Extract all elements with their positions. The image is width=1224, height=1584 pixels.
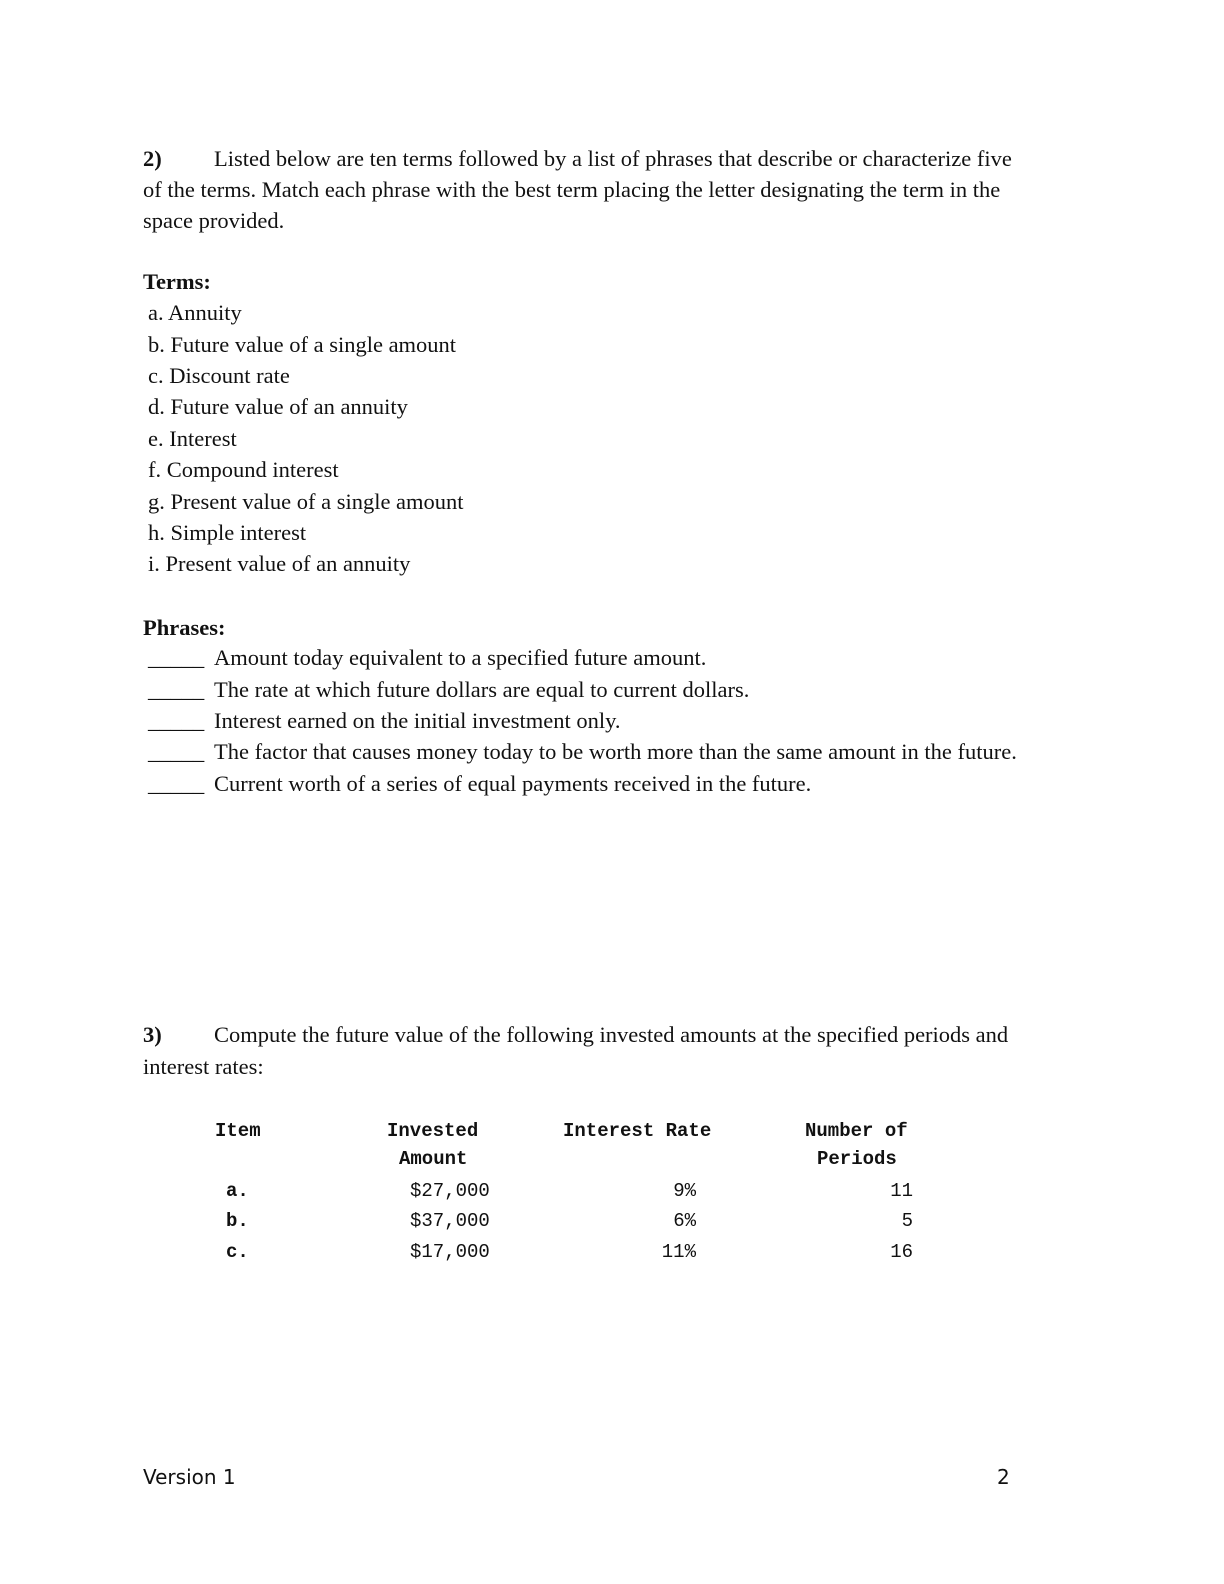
cell-item: a. — [226, 1180, 249, 1202]
phrase-text: The factor that causes money today to be worth more than the same amount in the future. — [214, 739, 1017, 764]
cell-periods: 11 — [890, 1180, 913, 1202]
question-2-text-3: space provided. — [143, 208, 285, 233]
cell-amount: $27,000 — [410, 1180, 490, 1202]
answer-blank: _____ — [148, 739, 205, 764]
question-2-line-1 — [143, 143, 162, 174]
phrase-text: Current worth of a series of equal payments received in the future. — [214, 771, 812, 796]
answer-blank: _____ — [148, 771, 205, 796]
header-number-of-periods-2: Periods — [817, 1148, 897, 1170]
cell-rate: 6% — [673, 1210, 696, 1232]
question-2-text-1: Listed below are ten terms followed by a list of phrases that describe or characterize five — [214, 146, 1012, 171]
term-item: b. Future value of a single amount — [148, 332, 457, 357]
header-invested-amount-1: Invested — [387, 1120, 479, 1142]
cell-amount: $17,000 — [410, 1241, 490, 1263]
cell-item: c. — [226, 1241, 249, 1263]
term-item: h. Simple interest — [148, 520, 307, 545]
footer-version: Version 1 — [143, 1465, 236, 1489]
cell-amount: $37,000 — [410, 1210, 490, 1232]
question-2-number: 2) — [143, 146, 162, 171]
term-item: d. Future value of an annuity — [148, 394, 408, 419]
question-3-text-1: Compute the future value of the following invested amounts at the specified periods and — [214, 1022, 1009, 1047]
term-item: g. Present value of a single amount — [148, 489, 464, 514]
footer-page-number: 2 — [997, 1465, 1010, 1489]
header-invested-amount-2: Amount — [399, 1148, 468, 1170]
term-item: a. Annuity — [148, 300, 242, 325]
answer-blank: _____ — [148, 645, 205, 670]
terms-heading: Terms: — [143, 269, 211, 294]
phrases-heading: Phrases: — [143, 615, 226, 640]
phrase-text: The rate at which future dollars are equal to current dollars. — [214, 677, 750, 702]
term-item: e. Interest — [148, 426, 237, 451]
cell-rate: 9% — [673, 1180, 696, 1202]
question-3-text-2: interest rates: — [143, 1054, 264, 1079]
cell-item: b. — [226, 1210, 249, 1232]
header-number-of-periods-1: Number of — [805, 1120, 908, 1142]
header-item: Item — [215, 1120, 261, 1142]
answer-blank: _____ — [148, 677, 205, 702]
header-interest-rate: Interest Rate — [563, 1120, 712, 1142]
phrase-text: Interest earned on the initial investment only. — [214, 708, 621, 733]
answer-blank: _____ — [148, 708, 205, 733]
term-item: c. Discount rate — [148, 363, 290, 388]
question-2-text-2: of the terms. Match each phrase with the best term placing the letter designating the term in the — [143, 177, 1001, 202]
phrase-text: Amount today equivalent to a specified future amount. — [214, 645, 707, 670]
cell-periods: 16 — [890, 1241, 913, 1263]
question-3-number: 3) — [143, 1022, 162, 1047]
term-item: i. Present value of an annuity — [148, 551, 411, 576]
cell-rate: 11% — [661, 1241, 696, 1263]
cell-periods: 5 — [901, 1210, 913, 1232]
term-item: f. Compound interest — [148, 457, 339, 482]
